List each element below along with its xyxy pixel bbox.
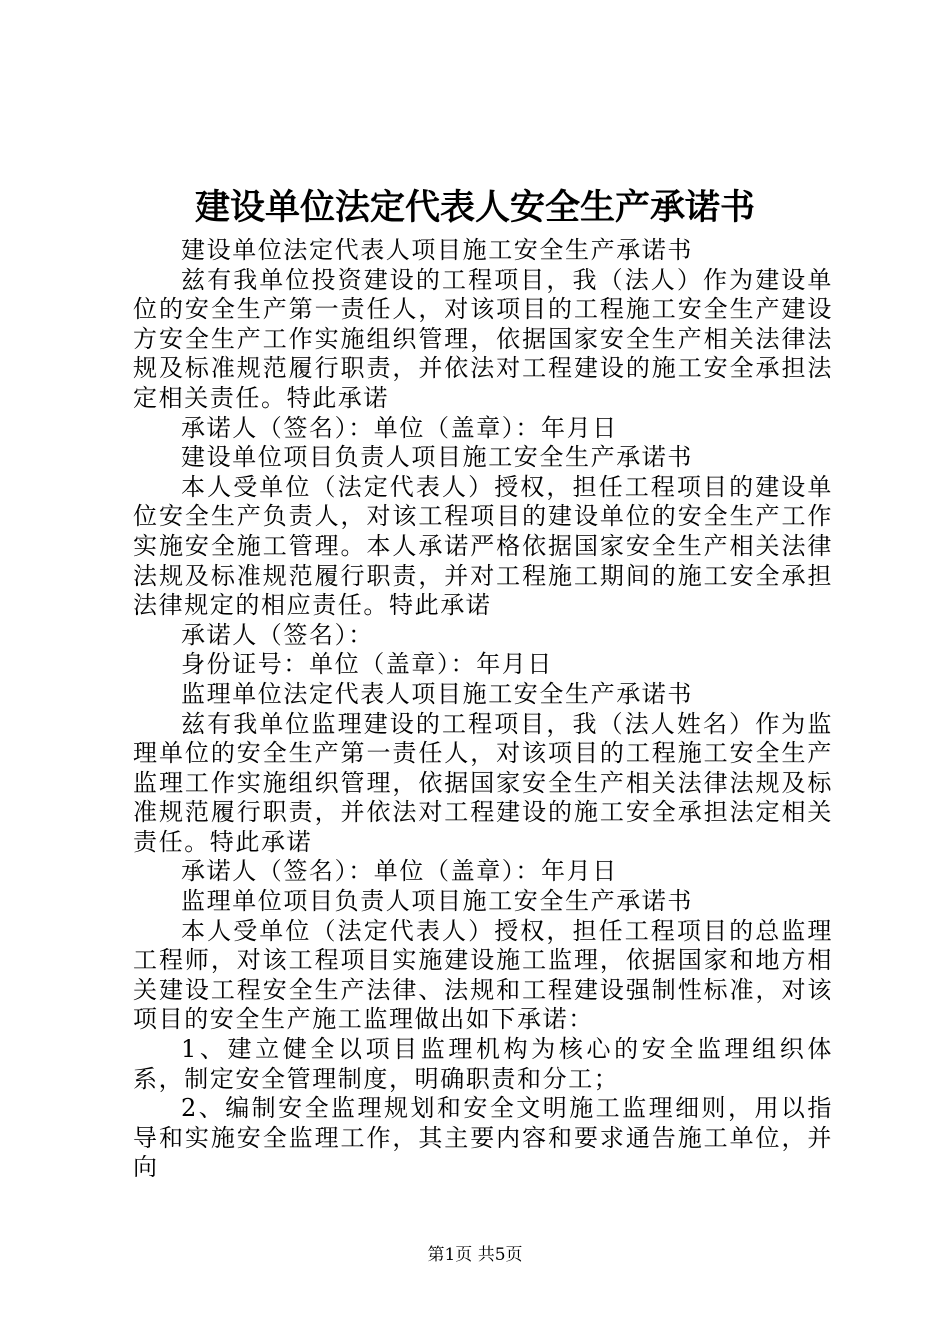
paragraph-text-2: 本人受单位（法定代表人）授权，担任工程项目的建设单位安全生产负责人，对该工程项目的建设单位的安全生产工作实施安全施工管理。本人承诺严格依据国家安全生产相关法律法规及标准规范履行职责，并对工程施工期间的施工安全承担法律规定的相应责任。特此承诺 [133,472,833,620]
paragraph-heading-3: 监理单位法定代表人项目施工安全生产承诺书 [181,679,693,708]
paragraph-text-1: 兹有我单位投资建设的工程项目，我（法人）作为建设单位的安全生产第一责任人，对该项目的工程施工安全生产建设方安全生产工作实施组织管理，依据国家安全生产相关法律法规及标准规范履行职责，并依法对工程建设的施工安全承担法定相关责任。特此承诺 [133,265,833,412]
page-number-footer: 第1页 共5页 [427,1245,523,1265]
signature-line-2: 承诺人（签名）： [181,620,374,649]
signature-line-3: 承诺人（签名）：单位（盖章）：年月日 [181,857,618,886]
signature-line-1: 承诺人（签名）：单位（盖章）：年月日 [181,413,618,442]
list-item-1: 1、建立健全以项目监理机构为核心的安全监理组织体系，制定安全管理制度，明确职责和分工； [133,1035,833,1093]
list-item-2: 2、编制安全监理规划和安全文明施工监理细则，用以指导和实施安全监理工作，其主要内容和要求通告施工单位，并向 [133,1094,833,1182]
paragraph-heading-1: 建设单位法定代表人项目施工安全生产承诺书 [181,236,693,264]
document-body [133,236,833,1183]
paragraph-heading-4: 监理单位项目负责人项目施工安全生产承诺书 [181,887,693,916]
id-number-line: 身份证号：单位（盖章）：年月日 [181,650,553,679]
document-title: 建设单位法定代表人安全生产承诺书 [194,187,755,228]
paragraph-text-3: 兹有我单位监理建设的工程项目，我（法人姓名）作为监理单位的安全生产第一责任人，对该项目的工程施工安全生产监理工作实施组织管理，依据国家安全生产相关法律法规及标准规范履行职责，并依法对工程建设的施工安全承担法定相关责任。特此承诺 [133,709,833,856]
paragraph-heading-2: 建设单位项目负责人项目施工安全生产承诺书 [181,443,693,472]
paragraph-text-4: 本人受单位（法定代表人）授权，担任工程项目的总监理工程师，对该工程项目实施建设施工监理，依据国家和地方相关建设工程安全生产法律、法规和工程建设强制性标准，对该项目的安全生产施工监理做出如下承诺： [133,916,833,1034]
